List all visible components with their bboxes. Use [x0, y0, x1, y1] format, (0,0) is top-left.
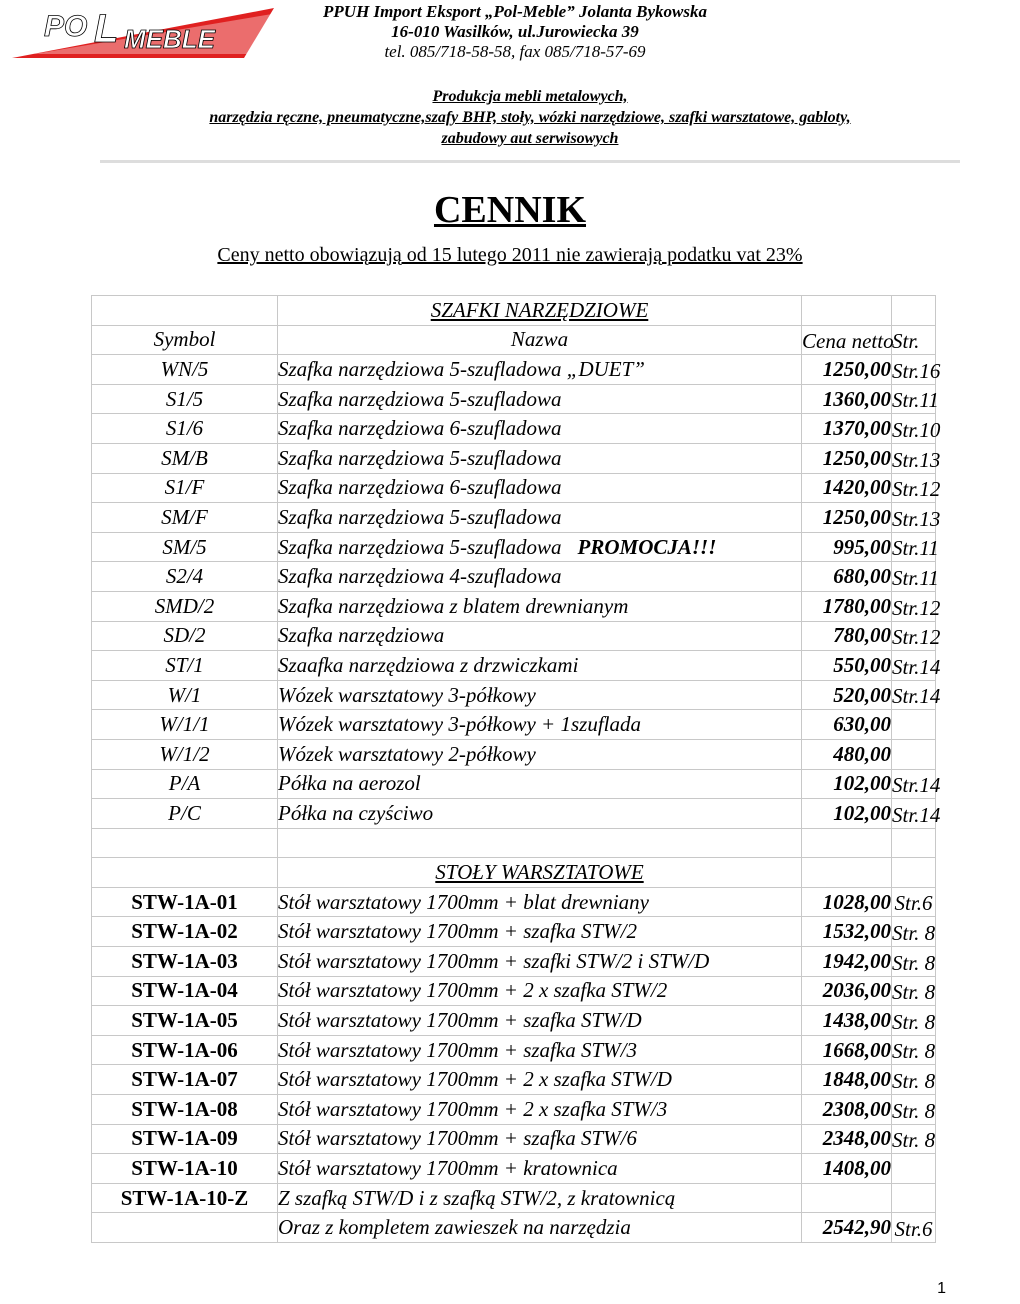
product-price: 2036,00	[802, 976, 892, 1006]
production-line-2: narzędzia ręczne, pneumatyczne,szafy BHP, stoły, wózki narzędziowe, szafki warsztatowe, gabloty,	[209, 109, 851, 126]
product-name: Stół warsztatowy 1700mm + kratownica	[278, 1154, 802, 1184]
company-address: 16-010 Wasilków, ul.Jurowiecka 39	[391, 22, 639, 41]
table-row	[92, 651, 936, 681]
product-price: 995,00	[802, 532, 892, 562]
production-line-1: Produkcja mebli metalowych,	[432, 88, 628, 105]
product-name-text: Szaafka narzędziowa z drzwiczkami	[278, 652, 579, 677]
product-symbol: SD/2	[92, 621, 278, 651]
table-row	[92, 769, 936, 799]
page-number: 1	[937, 1280, 946, 1297]
table-row	[92, 1124, 936, 1154]
product-price: 1848,00	[802, 1065, 892, 1095]
product-symbol: STW-1A-06	[92, 1035, 278, 1065]
header-divider	[100, 160, 960, 163]
product-name-text: Szafka narzędziowa	[278, 623, 445, 648]
table-row	[92, 887, 936, 917]
table-row	[92, 473, 936, 503]
table-row	[92, 1095, 936, 1125]
section-heading-row	[92, 296, 936, 326]
catalog-page: Str.14	[892, 651, 936, 681]
product-name	[278, 739, 802, 769]
product-name-text: Półka na czyściwo	[278, 800, 434, 825]
product-price: 1780,00	[802, 591, 892, 621]
company-phone: tel. 085/718-58-58, fax 085/718-57-69	[384, 42, 646, 61]
catalog-page: Str. 8	[892, 1006, 936, 1036]
catalog-page: Str.13	[892, 503, 936, 533]
product-price: 1532,00	[802, 917, 892, 947]
product-price: 102,00	[802, 799, 892, 829]
catalog-page: Str. 8	[892, 947, 936, 977]
catalog-page: Str.12	[892, 621, 936, 651]
table-row	[92, 414, 936, 444]
product-symbol	[92, 1213, 278, 1243]
product-price: 1028,00	[802, 887, 892, 917]
product-name: Stół warsztatowy 1700mm + szafka STW/3	[278, 1035, 802, 1065]
catalog-page: Str. 8	[892, 1095, 936, 1125]
table-row	[92, 384, 936, 414]
product-name: Stół warsztatowy 1700mm + 2 x szafka STW/2	[278, 976, 802, 1006]
price-validity-note: Ceny netto obowiązują od 15 lutego 2011 nie zawierają podatku vat 23%	[217, 244, 803, 266]
catalog-page: Str. 8	[892, 1124, 936, 1154]
svg-text:PO: PO	[44, 10, 88, 43]
product-name: Stół warsztatowy 1700mm + 2 x szafka STW/D	[278, 1065, 802, 1095]
catalog-page: Str.11	[892, 384, 936, 414]
product-name	[278, 384, 802, 414]
product-symbol: SMD/2	[92, 591, 278, 621]
product-price: 630,00	[802, 710, 892, 740]
product-symbol: P/C	[92, 799, 278, 829]
product-name: Stół warsztatowy 1700mm + szafka STW/D	[278, 1006, 802, 1036]
table-row	[92, 562, 936, 592]
product-name-text: Szafka narzędziowa 4-szufladowa	[278, 564, 562, 589]
section-heading-tool-cabinets: SZAFKI NARZĘDZIOWE	[278, 296, 802, 326]
product-symbol: STW-1A-08	[92, 1095, 278, 1125]
company-logo	[4, 2, 284, 62]
product-name-text: Szafka narzędziowa 5-szufladowa	[278, 534, 562, 559]
product-symbol: STW-1A-09	[92, 1124, 278, 1154]
table-row	[92, 1183, 936, 1213]
catalog-page: Str. 8	[892, 917, 936, 947]
product-price: 1370,00	[802, 414, 892, 444]
product-symbol: STW-1A-02	[92, 917, 278, 947]
product-name	[278, 591, 802, 621]
catalog-page: Str.6	[892, 1213, 936, 1243]
product-price: 550,00	[802, 651, 892, 681]
svg-text:L: L	[94, 7, 119, 51]
product-symbol: S2/4	[92, 562, 278, 592]
product-price: 1250,00	[802, 355, 892, 385]
product-symbol: STW-1A-05	[92, 1006, 278, 1036]
table-row	[92, 1035, 936, 1065]
column-header-name: Nazwa	[278, 325, 802, 355]
table-row	[92, 503, 936, 533]
table-row	[92, 1006, 936, 1036]
table-row	[92, 917, 936, 947]
product-price: 480,00	[802, 739, 892, 769]
catalog-page: Str.14	[892, 799, 936, 829]
catalog-page: Str.12	[892, 473, 936, 503]
svg-text:MEBLE: MEBLE	[124, 24, 215, 54]
product-symbol: W/1/1	[92, 710, 278, 740]
product-symbol: W/1	[92, 680, 278, 710]
product-name: Stół warsztatowy 1700mm + 2 x szafka STW/3	[278, 1095, 802, 1125]
product-name-text: Wózek warsztatowy 3-półkowy	[278, 682, 536, 707]
table-row	[92, 739, 936, 769]
table-row	[92, 680, 936, 710]
product-price: 1250,00	[802, 503, 892, 533]
product-price: 1360,00	[802, 384, 892, 414]
column-header-price: Cena netto	[802, 325, 892, 355]
table-row	[92, 1213, 936, 1243]
spacer-row	[92, 828, 936, 858]
product-name	[278, 414, 802, 444]
price-table-body	[92, 296, 941, 1243]
product-price	[802, 1183, 892, 1213]
catalog-page: Str. 8	[892, 1035, 936, 1065]
product-name	[278, 769, 802, 799]
product-symbol: W/1/2	[92, 739, 278, 769]
catalog-page	[892, 739, 936, 769]
catalog-page: Str.6	[892, 887, 936, 917]
promo-label: PROMOCJA!!!	[577, 534, 717, 559]
product-price: 1942,00	[802, 947, 892, 977]
catalog-page: Str. 8	[892, 976, 936, 1006]
product-symbol: STW-1A-07	[92, 1065, 278, 1095]
catalog-page: Str.12	[892, 591, 936, 621]
table-row	[92, 591, 936, 621]
product-name	[278, 562, 802, 592]
catalog-page: Str. 8	[892, 1065, 936, 1095]
catalog-page: Str.16	[892, 355, 936, 385]
product-symbol: WN/5	[92, 355, 278, 385]
product-name	[278, 680, 802, 710]
product-name-text: Wózek warsztatowy 2-półkowy	[278, 741, 536, 766]
product-name	[278, 355, 802, 385]
column-header-page: Str.	[892, 325, 936, 355]
price-table	[91, 295, 941, 1243]
product-symbol: S1/6	[92, 414, 278, 444]
table-row	[92, 976, 936, 1006]
column-header-symbol: Symbol	[92, 325, 278, 355]
product-symbol: P/A	[92, 769, 278, 799]
product-price: 1438,00	[802, 1006, 892, 1036]
product-symbol: STW-1A-03	[92, 947, 278, 977]
section-heading-workbenches: STOŁY WARSZTATOWE	[278, 858, 802, 888]
product-name	[278, 532, 802, 562]
product-name: Stół warsztatowy 1700mm + blat drewniany	[278, 887, 802, 917]
product-price: 2348,00	[802, 1124, 892, 1154]
section-heading-row	[92, 858, 936, 888]
product-name-text: Półka na aerozol	[278, 771, 421, 796]
table-row	[92, 443, 936, 473]
product-name: Stół warsztatowy 1700mm + szafki STW/2 i STW/D	[278, 947, 802, 977]
table-row	[92, 532, 936, 562]
catalog-page	[892, 710, 936, 740]
product-name: Oraz z kompletem zawieszek na narzędzia	[278, 1213, 802, 1243]
product-name	[278, 710, 802, 740]
catalog-page: Str.14	[892, 769, 936, 799]
product-symbol: SM/5	[92, 532, 278, 562]
product-name: Stół warsztatowy 1700mm + szafka STW/6	[278, 1124, 802, 1154]
catalog-page	[892, 1154, 936, 1184]
product-symbol: SM/B	[92, 443, 278, 473]
product-name	[278, 503, 802, 533]
column-header-row	[92, 325, 936, 355]
product-name	[278, 443, 802, 473]
table-row	[92, 947, 936, 977]
catalog-page: Str.11	[892, 532, 936, 562]
product-price: 1420,00	[802, 473, 892, 503]
product-symbol: ST/1	[92, 651, 278, 681]
product-symbol: S1/5	[92, 384, 278, 414]
company-header	[290, 2, 740, 62]
catalog-page	[892, 1183, 936, 1213]
product-price: 1408,00	[802, 1154, 892, 1184]
product-price: 780,00	[802, 621, 892, 651]
product-symbol: STW-1A-10-Z	[92, 1183, 278, 1213]
company-name: PPUH Import Eksport „Pol-Meble” Jolanta Bykowska	[323, 2, 707, 21]
product-name	[278, 473, 802, 503]
product-name-text: Szafka narzędziowa 5-szufladowa	[278, 504, 562, 529]
table-row	[92, 799, 936, 829]
product-symbol: SM/F	[92, 503, 278, 533]
product-name-text: Szafka narzędziowa 5-szufladowa	[278, 445, 562, 470]
production-line-3: zabudowy aut serwisowych	[441, 130, 619, 147]
product-price: 680,00	[802, 562, 892, 592]
catalog-page: Str.10	[892, 414, 936, 444]
product-name-text: Szafka narzędziowa 5-szufladowa	[278, 386, 562, 411]
product-name-text: Szafka narzędziowa 6-szufladowa	[278, 475, 562, 500]
catalog-page: Str.11	[892, 562, 936, 592]
product-price: 2542,90	[802, 1213, 892, 1243]
product-price: 102,00	[802, 769, 892, 799]
production-description	[100, 86, 960, 149]
product-name-text: Szafka narzędziowa 5-szufladowa „DUET”	[278, 356, 645, 381]
product-symbol: STW-1A-04	[92, 976, 278, 1006]
catalog-page: Str.13	[892, 443, 936, 473]
product-name	[278, 799, 802, 829]
table-row	[92, 355, 936, 385]
table-row	[92, 710, 936, 740]
product-symbol: STW-1A-10	[92, 1154, 278, 1184]
product-name-text: Szafka narzędziowa 6-szufladowa	[278, 416, 562, 441]
product-name-text: Szafka narzędziowa z blatem drewnianym	[278, 593, 629, 618]
page-title: CENNIK	[433, 189, 587, 231]
table-row	[92, 1154, 936, 1184]
catalog-page: Str.14	[892, 680, 936, 710]
product-name-text: Wózek warsztatowy 3-półkowy + 1szuflada	[278, 712, 641, 737]
product-name: Z szafką STW/D i z szafką STW/2, z kratownicą	[278, 1183, 802, 1213]
product-price: 520,00	[802, 680, 892, 710]
product-price: 1668,00	[802, 1035, 892, 1065]
table-row	[92, 621, 936, 651]
product-symbol: S1/F	[92, 473, 278, 503]
product-name	[278, 621, 802, 651]
table-row	[92, 1065, 936, 1095]
product-name	[278, 651, 802, 681]
product-symbol: STW-1A-01	[92, 887, 278, 917]
product-name: Stół warsztatowy 1700mm + szafka STW/2	[278, 917, 802, 947]
product-price: 1250,00	[802, 443, 892, 473]
product-price: 2308,00	[802, 1095, 892, 1125]
